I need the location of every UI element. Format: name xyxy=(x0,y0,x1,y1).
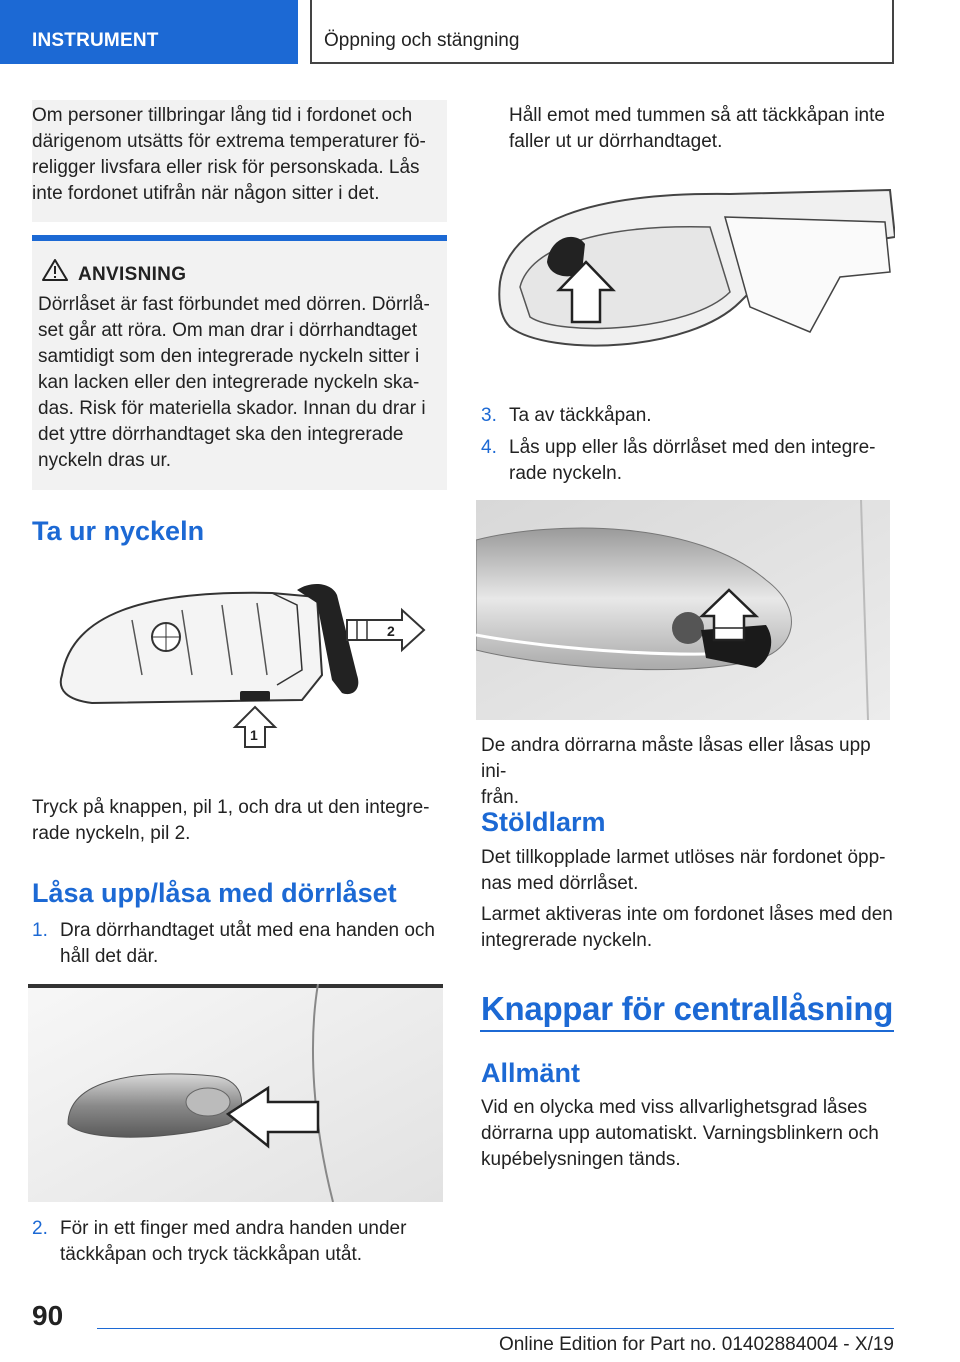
text-line: Tryck på knappen, pil 1, och dra ut den integre- xyxy=(32,797,430,818)
chapter-tab xyxy=(310,0,894,64)
step-1 xyxy=(32,918,447,970)
text-line: integrerade nyckeln. xyxy=(481,930,653,951)
text-line: Håll emot med tummen så att täckkåpan inte xyxy=(509,105,885,126)
text-line: rade nyckeln, pil 2. xyxy=(32,823,191,844)
page-number: 90 xyxy=(32,1300,64,1331)
step-line: Ta av täckkåpan. xyxy=(509,405,652,426)
text-line: dörrarna upp automatiskt. Varningsblinkern och xyxy=(481,1123,879,1144)
note-text xyxy=(32,103,447,207)
step-number: 3. xyxy=(481,405,497,426)
heading-rule xyxy=(480,1030,894,1032)
warning-triangle-icon xyxy=(42,258,68,282)
step-line: håll det där. xyxy=(60,946,159,967)
heading-central-locking: Knappar för centrallåsning xyxy=(481,990,894,1027)
key-illustration xyxy=(32,575,442,760)
key-in-lock-photo xyxy=(476,500,890,720)
warning-line: det yttre dörrhandtaget ska den integrerade xyxy=(38,424,404,445)
warning-line: samtidigt som den integrerade nyckeln sitter i xyxy=(38,346,420,367)
step-number: 2. xyxy=(32,1218,48,1239)
alarm-text-2 xyxy=(481,902,896,954)
footer-edition: Online Edition for Part no. 01402884004 - X/19 xyxy=(498,1334,894,1355)
arrow-2-icon xyxy=(347,610,424,650)
note-line: därigenom utsätts för extrema temperaturer fö- xyxy=(32,131,426,152)
warning-line: Dörrlåset är fast förbundet med dörren. Dörrlå- xyxy=(38,294,430,315)
cover-cap-illustration xyxy=(490,182,895,367)
other-doors-text xyxy=(481,733,896,811)
door-handle-photo xyxy=(28,984,443,1202)
section-tab xyxy=(0,0,298,64)
warning-line: set går att röra. Om man drar i dörrhandtaget xyxy=(38,320,418,341)
step-number: 1. xyxy=(32,920,48,941)
text-line: från. xyxy=(481,787,520,808)
key-label-1: 1 xyxy=(250,727,258,743)
step-2 xyxy=(32,1216,447,1268)
heading-lock-unlock: Låsa upp/låsa med dörrlåset xyxy=(32,878,397,908)
step-line: Dra dörrhandtaget utåt med ena handen och xyxy=(60,920,435,941)
step-3 xyxy=(481,403,896,429)
heading-general: Allmänt xyxy=(481,1058,581,1088)
step-line: Lås upp eller lås dörrlåset med den integre- xyxy=(509,437,876,458)
text-line: faller ut ur dörrhandtaget. xyxy=(509,131,723,152)
note-line: inte fordonet utifrån när någon sitter i det. xyxy=(32,183,380,204)
chapter-title: Öppning och stängning xyxy=(324,30,520,51)
step-line: rade nyckeln. xyxy=(509,463,623,484)
remove-key-text xyxy=(32,795,447,847)
text-line: De andra dörrarna måste låsas eller låsas upp ini- xyxy=(481,735,871,782)
text-line: kupébelysningen tänds. xyxy=(481,1149,681,1170)
text-line: nas med dörrlåset. xyxy=(481,873,639,894)
heading-remove-key: Ta ur nyckeln xyxy=(32,516,205,546)
warning-text xyxy=(38,292,443,474)
step-line: För in ett finger med andra handen under xyxy=(60,1218,407,1239)
footer-rule xyxy=(97,1328,894,1329)
warning-line: nyckeln dras ur. xyxy=(38,450,172,471)
text-line: Det tillkopplade larmet utlöses när fordonet öpp- xyxy=(481,847,886,868)
step-number: 4. xyxy=(481,437,497,458)
heading-theft-alarm: Stöldlarm xyxy=(481,807,606,837)
key-label-2: 2 xyxy=(387,623,395,639)
step-4 xyxy=(481,435,896,487)
general-text xyxy=(481,1095,896,1173)
warning-title: ANVISNING xyxy=(78,264,187,285)
section-title: INSTRUMENT xyxy=(32,30,159,51)
warning-line: das. Risk för materiella skador. Innan du drar i xyxy=(38,398,426,419)
text-line: Larmet aktiveras inte om fordonet låses med den xyxy=(481,904,893,925)
step-line: täckkåpan och tryck täckkåpan utåt. xyxy=(60,1244,363,1265)
note-line: Om personer tillbringar lång tid i fordonet och xyxy=(32,105,413,126)
note-line: religger livsfara eller risk för personskada. Lås xyxy=(32,157,420,178)
warning-line: kan lacken eller den integrerade nyckeln ska- xyxy=(38,372,420,393)
text-line: Vid en olycka med viss allvarlighetsgrad låses xyxy=(481,1097,868,1118)
hold-text xyxy=(509,103,894,155)
alarm-text-1 xyxy=(481,845,896,897)
